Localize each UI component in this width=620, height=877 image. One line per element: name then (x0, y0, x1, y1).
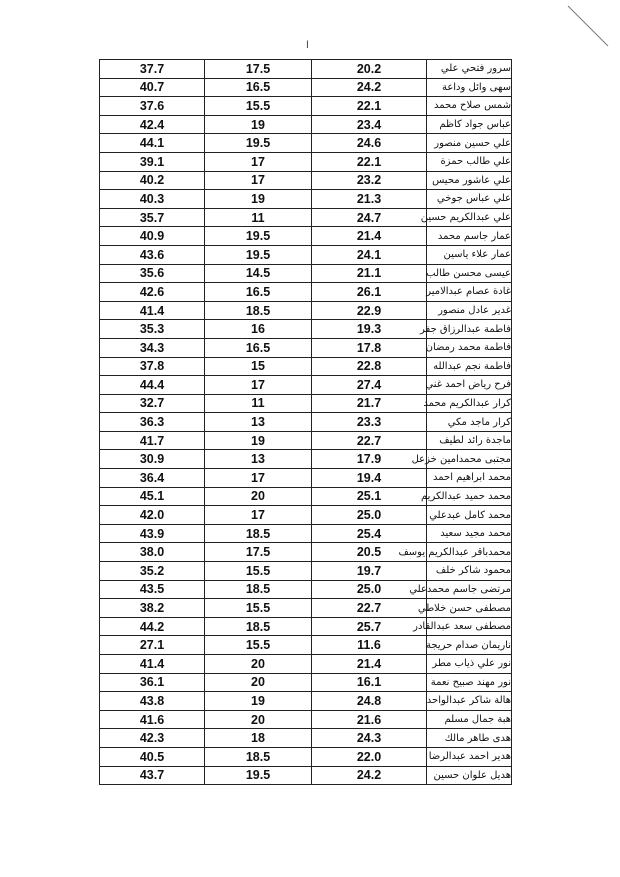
first-score-cell: 21.1 (312, 264, 427, 283)
table-row (100, 60, 512, 79)
second-score-cell: 17.5 (205, 60, 312, 79)
first-score-cell: 24.8 (312, 692, 427, 711)
student-name-cell: علي عاشور محيس (427, 171, 512, 190)
table-row (100, 487, 512, 506)
table-row (100, 599, 512, 618)
total-cell: 40.9 (100, 227, 205, 246)
first-score-cell: 22.9 (312, 301, 427, 320)
table-row (100, 431, 512, 450)
total-cell: 44.1 (100, 134, 205, 153)
student-name-cell: ناريمان صدام حريجة (427, 636, 512, 655)
second-score-cell: 17 (205, 376, 312, 395)
student-name-cell: محمد حميد عبدالكريم (427, 487, 512, 506)
total-cell: 43.6 (100, 245, 205, 264)
total-cell: 43.5 (100, 580, 205, 599)
grades-table (99, 59, 512, 785)
table-row (100, 245, 512, 264)
first-score-cell: 20.5 (312, 543, 427, 562)
student-name-cell: محمد كامل عبدعلي (427, 506, 512, 525)
total-cell: 44.4 (100, 376, 205, 395)
total-cell: 35.7 (100, 208, 205, 227)
second-score-cell: 16 (205, 320, 312, 339)
table-row (100, 115, 512, 134)
total-cell: 35.3 (100, 320, 205, 339)
student-name-cell: محمد ابراهيم احمد (427, 469, 512, 488)
second-score-cell: 13 (205, 450, 312, 469)
total-cell: 38.0 (100, 543, 205, 562)
first-score-cell: 21.4 (312, 655, 427, 674)
total-cell: 43.7 (100, 766, 205, 785)
second-score-cell: 17 (205, 469, 312, 488)
table-row (100, 655, 512, 674)
total-cell: 36.1 (100, 673, 205, 692)
student-name-cell: مصطفى حسن خلاطي (427, 599, 512, 618)
second-score-cell: 19.5 (205, 134, 312, 153)
table-row (100, 376, 512, 395)
table-row (100, 729, 512, 748)
student-name-cell: علي عبدالكريم حسين (427, 208, 512, 227)
total-cell: 45.1 (100, 487, 205, 506)
total-cell: 42.6 (100, 283, 205, 302)
first-score-cell: 19.3 (312, 320, 427, 339)
first-score-cell: 11.6 (312, 636, 427, 655)
first-score-cell: 22.1 (312, 97, 427, 116)
student-name-cell: علي طالب حمزة (427, 152, 512, 171)
total-cell: 38.2 (100, 599, 205, 618)
second-score-cell: 15.5 (205, 562, 312, 581)
student-name-cell: عيسى محسن طالب (427, 264, 512, 283)
total-cell: 27.1 (100, 636, 205, 655)
student-name-cell: عمار علاء ياسين (427, 245, 512, 264)
first-score-cell: 17.9 (312, 450, 427, 469)
first-score-cell: 22.1 (312, 152, 427, 171)
total-cell: 37.6 (100, 97, 205, 116)
student-name-cell: هدى طاهر مالك (427, 729, 512, 748)
table-row (100, 264, 512, 283)
student-name-cell: مرتضى جاسم محمدعلي (427, 580, 512, 599)
student-name-cell: فرح رياض احمد غني (427, 376, 512, 395)
table-row (100, 97, 512, 116)
first-score-cell: 19.4 (312, 469, 427, 488)
student-name-cell: فاطمة عبدالرزاق جفر (427, 320, 512, 339)
first-score-cell: 24.7 (312, 208, 427, 227)
first-score-cell: 23.2 (312, 171, 427, 190)
student-name-cell: عمار جاسم محمد (427, 227, 512, 246)
second-score-cell: 18.5 (205, 580, 312, 599)
student-name-cell: سهى وائل وداعة (427, 78, 512, 97)
total-cell: 35.2 (100, 562, 205, 581)
second-score-cell: 15.5 (205, 636, 312, 655)
total-cell: 42.3 (100, 729, 205, 748)
table-row (100, 171, 512, 190)
first-score-cell: 17.8 (312, 338, 427, 357)
student-name-cell: نور مهند صبيح نعمة (427, 673, 512, 692)
total-cell: 41.7 (100, 431, 205, 450)
second-score-cell: 17 (205, 171, 312, 190)
student-name-cell: هبة جمال مسلم (427, 710, 512, 729)
second-score-cell: 11 (205, 208, 312, 227)
total-cell: 39.1 (100, 152, 205, 171)
table-row (100, 543, 512, 562)
student-name-cell: مجتبى محمدامين خزعل (427, 450, 512, 469)
first-score-cell: 19.7 (312, 562, 427, 581)
first-score-cell: 26.1 (312, 283, 427, 302)
student-name-cell: عباس جواد كاظم (427, 115, 512, 134)
second-score-cell: 19 (205, 190, 312, 209)
student-name-cell: غدير عادل منصور (427, 301, 512, 320)
second-score-cell: 17.5 (205, 543, 312, 562)
first-score-cell: 22.7 (312, 431, 427, 450)
table-row (100, 450, 512, 469)
student-name-cell: علي حسين منصور (427, 134, 512, 153)
student-name-cell: نور علي ذياب مطر (427, 655, 512, 674)
total-cell: 40.5 (100, 747, 205, 766)
second-score-cell: 18.5 (205, 617, 312, 636)
table-row (100, 562, 512, 581)
student-name-cell: هديل علوان حسين (427, 766, 512, 785)
table-row (100, 710, 512, 729)
student-name-cell: فاطمة نجم عبدالله (427, 357, 512, 376)
first-score-cell: 27.4 (312, 376, 427, 395)
student-name-cell: كرار عبدالكريم محمد (427, 394, 512, 413)
table-row (100, 617, 512, 636)
table-row (100, 636, 512, 655)
second-score-cell: 18.5 (205, 747, 312, 766)
student-name-cell: ماجدة رائد لطيف (427, 431, 512, 450)
total-cell: 36.4 (100, 469, 205, 488)
total-cell: 40.7 (100, 78, 205, 97)
table-row (100, 394, 512, 413)
table-row (100, 413, 512, 432)
table-row (100, 338, 512, 357)
page-mark: ا (306, 40, 309, 51)
student-name-cell: هدير احمد عبدالرضا (427, 747, 512, 766)
second-score-cell: 19.5 (205, 227, 312, 246)
second-score-cell: 19.5 (205, 766, 312, 785)
student-name-cell: هالة شاكر عبدالواحد (427, 692, 512, 711)
total-cell: 36.3 (100, 413, 205, 432)
first-score-cell: 24.2 (312, 78, 427, 97)
student-name-cell: علي عباس جوخي (427, 190, 512, 209)
first-score-cell: 21.7 (312, 394, 427, 413)
total-cell: 44.2 (100, 617, 205, 636)
total-cell: 41.4 (100, 655, 205, 674)
total-cell: 41.4 (100, 301, 205, 320)
table-row (100, 227, 512, 246)
second-score-cell: 18 (205, 729, 312, 748)
first-score-cell: 16.1 (312, 673, 427, 692)
second-score-cell: 13 (205, 413, 312, 432)
first-score-cell: 22.8 (312, 357, 427, 376)
table-row (100, 78, 512, 97)
student-name-cell: محمد مجيد سعيد (427, 524, 512, 543)
student-name-cell: مصطفى سعد عبدالقادر (427, 617, 512, 636)
second-score-cell: 17 (205, 152, 312, 171)
total-cell: 43.8 (100, 692, 205, 711)
first-score-cell: 25.7 (312, 617, 427, 636)
first-score-cell: 25.0 (312, 580, 427, 599)
first-score-cell: 21.4 (312, 227, 427, 246)
table-row (100, 469, 512, 488)
total-cell: 42.0 (100, 506, 205, 525)
page-fold-mark (560, 0, 620, 60)
first-score-cell: 24.3 (312, 729, 427, 748)
second-score-cell: 20 (205, 655, 312, 674)
first-score-cell: 22.0 (312, 747, 427, 766)
second-score-cell: 19 (205, 431, 312, 450)
second-score-cell: 18.5 (205, 301, 312, 320)
table-row (100, 524, 512, 543)
second-score-cell: 18.5 (205, 524, 312, 543)
table-row (100, 580, 512, 599)
second-score-cell: 17 (205, 506, 312, 525)
second-score-cell: 14.5 (205, 264, 312, 283)
second-score-cell: 16.5 (205, 78, 312, 97)
second-score-cell: 20 (205, 487, 312, 506)
total-cell: 32.7 (100, 394, 205, 413)
total-cell: 35.6 (100, 264, 205, 283)
total-cell: 42.4 (100, 115, 205, 134)
table-row (100, 320, 512, 339)
table-row (100, 152, 512, 171)
second-score-cell: 19 (205, 115, 312, 134)
student-name-cell: محمود شاكر خلف (427, 562, 512, 581)
total-cell: 37.8 (100, 357, 205, 376)
total-cell: 43.9 (100, 524, 205, 543)
first-score-cell: 21.3 (312, 190, 427, 209)
first-score-cell: 23.3 (312, 413, 427, 432)
first-score-cell: 22.7 (312, 599, 427, 618)
second-score-cell: 16.5 (205, 283, 312, 302)
student-name-cell: محمدباقر عبدالكريم يوسف (427, 543, 512, 562)
student-name-cell: شمس صلاح محمد (427, 97, 512, 116)
total-cell: 34.3 (100, 338, 205, 357)
second-score-cell: 19 (205, 692, 312, 711)
second-score-cell: 15 (205, 357, 312, 376)
second-score-cell: 11 (205, 394, 312, 413)
second-score-cell: 19.5 (205, 245, 312, 264)
first-score-cell: 21.6 (312, 710, 427, 729)
total-cell: 30.9 (100, 450, 205, 469)
total-cell: 40.3 (100, 190, 205, 209)
table-row (100, 692, 512, 711)
table-row (100, 673, 512, 692)
first-score-cell: 25.1 (312, 487, 427, 506)
first-score-cell: 24.2 (312, 766, 427, 785)
second-score-cell: 20 (205, 673, 312, 692)
table-row (100, 190, 512, 209)
table-row (100, 506, 512, 525)
table-row (100, 134, 512, 153)
first-score-cell: 24.6 (312, 134, 427, 153)
first-score-cell: 25.4 (312, 524, 427, 543)
first-score-cell: 20.2 (312, 60, 427, 79)
table-row (100, 766, 512, 785)
table-row (100, 301, 512, 320)
student-name-cell: غادة عصام عبدالامير (427, 283, 512, 302)
first-score-cell: 23.4 (312, 115, 427, 134)
total-cell: 37.7 (100, 60, 205, 79)
first-score-cell: 25.0 (312, 506, 427, 525)
student-name-cell: فاطمة محمد رمضان (427, 338, 512, 357)
second-score-cell: 20 (205, 710, 312, 729)
total-cell: 40.2 (100, 171, 205, 190)
total-cell: 41.6 (100, 710, 205, 729)
second-score-cell: 15.5 (205, 97, 312, 116)
table-row (100, 208, 512, 227)
table-row (100, 283, 512, 302)
table-row (100, 357, 512, 376)
grades-table-body (100, 60, 512, 785)
table-row (100, 747, 512, 766)
first-score-cell: 24.1 (312, 245, 427, 264)
student-name-cell: سرور فتحي علي (427, 60, 512, 79)
student-name-cell: كرار ماجد مكي (427, 413, 512, 432)
second-score-cell: 15.5 (205, 599, 312, 618)
second-score-cell: 16.5 (205, 338, 312, 357)
